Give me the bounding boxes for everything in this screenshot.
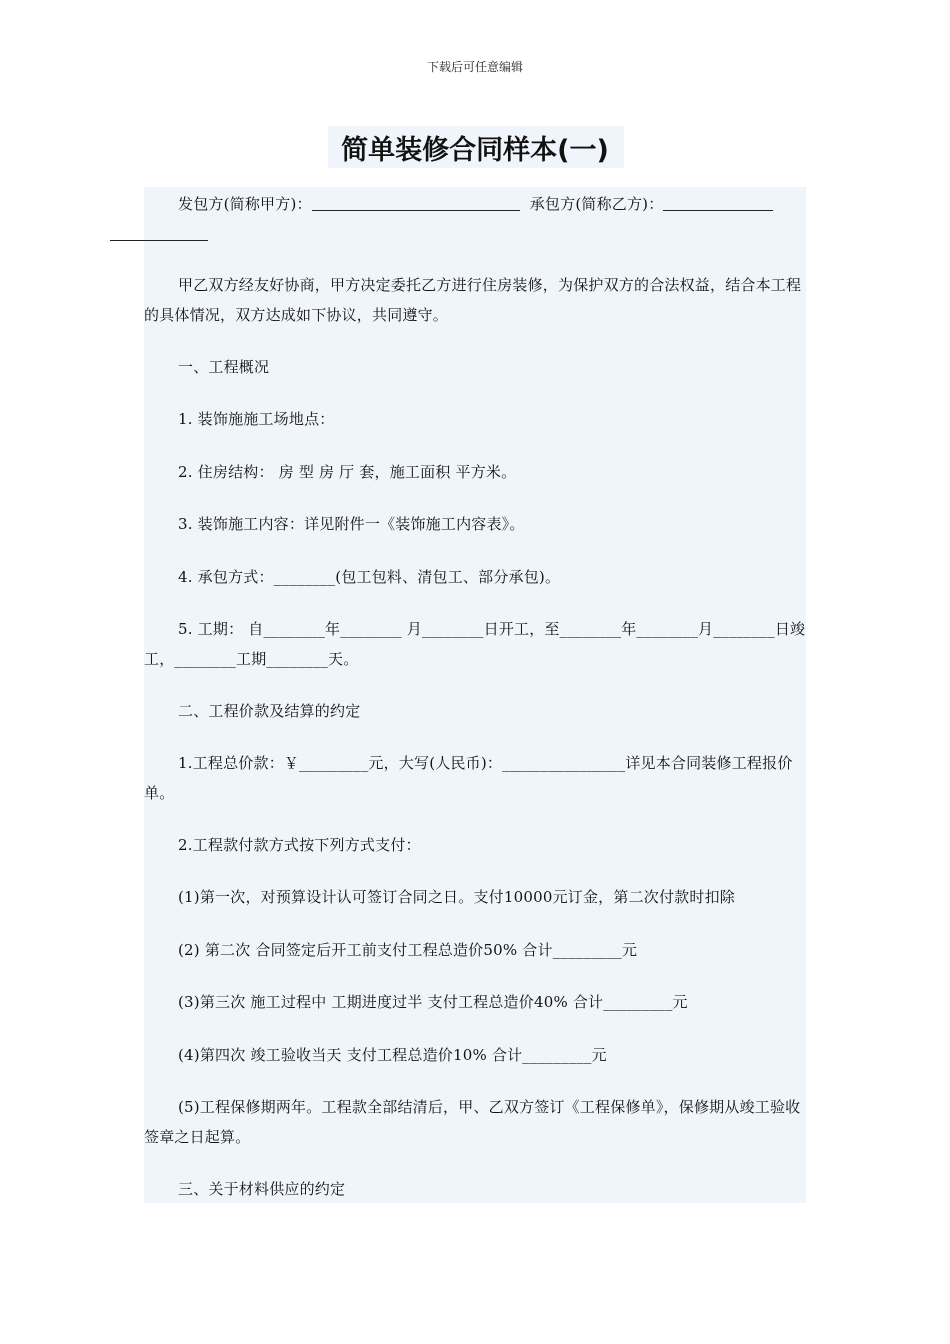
item-payment-method: 2.工程款付款方式按下列方式支付： [178, 836, 421, 854]
item-house-structure: 2. 住房结构： 房 型 房 厅 套，施工面积 平方米。 [178, 463, 517, 481]
payment-first: (1)第一次，对预算设计认可签订合同之日。支付10000元订金，第二次付款时扣除 [178, 888, 735, 906]
payment-second: (2) 第二次 合同签定后开工前支付工程总造价50% 合计_________元 [178, 941, 638, 959]
intro-paragraph: 甲乙双方经友好协商，甲方决定委托乙方进行住房装修，为保护双方的合法权益，结合本工程的具体情况，双方达成如下协议，共同遵守。 [144, 276, 802, 324]
section-heading-1: 一、工程概况 [178, 358, 270, 376]
section-heading-2: 二、工程价款及结算的约定 [178, 702, 361, 720]
party-b-label: 承包方(简称乙方)： [529, 195, 664, 213]
item-contract-mode: 4. 承包方式：________(包工包料、清包工、部分承包)。 [178, 568, 561, 586]
warranty-paragraph: (5)工程保修期两年。工程款全部结清后，甲、乙双方签订《工程保修单》，保修期从竣工验收签章之日起算。 [144, 1098, 801, 1146]
document-title: 简单装修合同样本(一) [341, 135, 609, 166]
item-schedule: 5. 工期： 自________年________ 月________日开工，至________年________月________日竣工，________工期________天。 [144, 620, 806, 668]
party-a-label: 发包方(简称甲方)： [178, 195, 312, 213]
party-b-blank [663, 194, 773, 211]
contract-body [144, 187, 806, 1203]
party-a-blank [312, 194, 520, 211]
item-total-price: 1.工程总价款：￥_________元，大写(人民币)：________________详见本合同装修工程报价单。 [144, 754, 793, 802]
payment-fourth: (4)第四次 竣工验收当天 支付工程总造价10% 合计_________元 [178, 1046, 607, 1064]
item-work-content: 3. 装饰施工内容：详见附件一《装饰施工内容表》。 [178, 515, 525, 533]
payment-third: (3)第三次 施工过程中 工期进度过半 支付工程总造价40% 合计_________元 [178, 993, 688, 1011]
parties-line [144, 189, 806, 249]
section-heading-3: 三、关于材料供应的约定 [178, 1180, 346, 1198]
header-note: 下载后可任意编辑 [426, 60, 523, 74]
party-b-blank-cont [110, 224, 208, 241]
item-site-location: 1. 装饰施施工场地点： [178, 410, 335, 428]
